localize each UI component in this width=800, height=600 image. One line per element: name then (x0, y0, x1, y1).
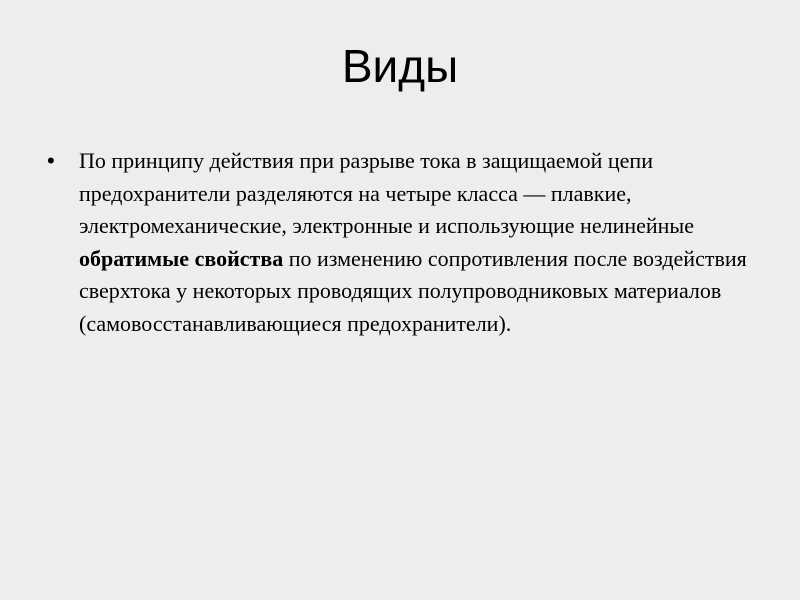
bullet-dot-icon: • (47, 148, 55, 173)
bullet-text-start: По принципу действия при разрыве тока в защищаемой цепи предохранители разделяются на четыре класса — плавкие, электромеханические, электронные и использующие нелинейные (79, 148, 694, 238)
bullet-list (47, 145, 747, 340)
slide-title: Виды (341, 40, 459, 92)
bullet-text-emphasis: обратимые свойства (79, 245, 284, 271)
bullet-text-end: по изменению сопротивления после воздействия сверхтока у некоторых проводящих полупроводниковых материалов (самовосстанавливающиеся предохранители). (79, 245, 747, 336)
bullet-item (47, 145, 747, 340)
